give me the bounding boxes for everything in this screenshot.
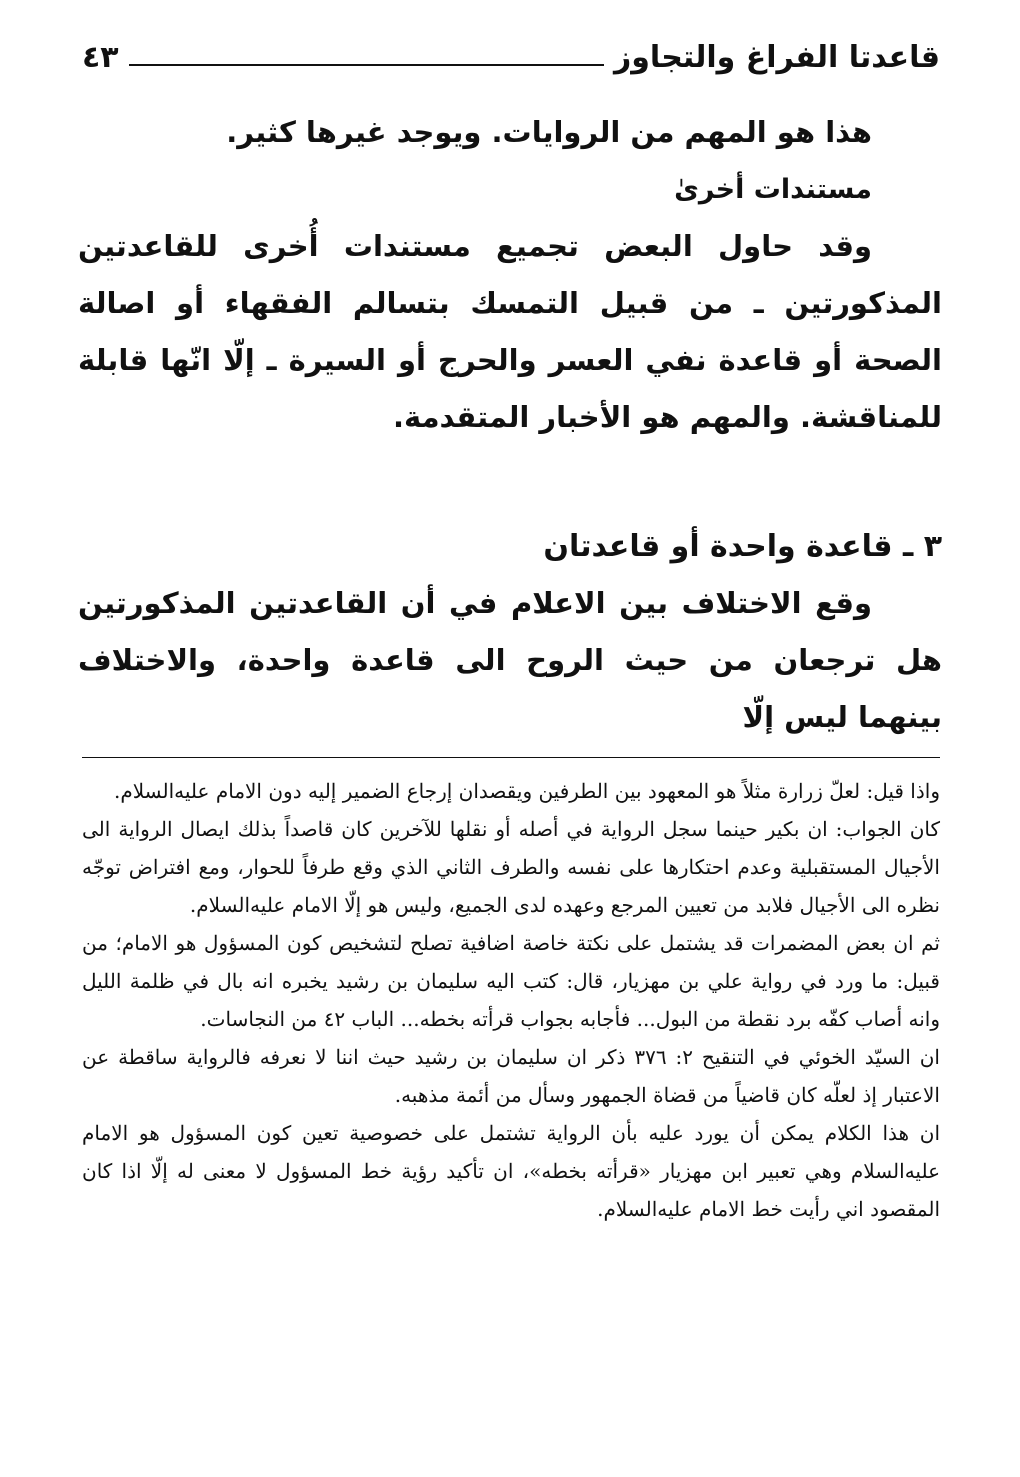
- header-rule: [129, 64, 604, 66]
- footnote-paragraph: ثم ان بعض المضمرات قد يشتمل على نكتة خاصة اضافية تصلح لتشخيص كون المسؤول هو الامام؛ من قبيل: ما ورد في رواية علي بن مهزيار، قال: كتب اليه سليمان بن رشيد يخبره انه بال في ظلمة الليل وانه أصاب كفّه برد نقطة من البول... فأجابه بجواب قرأته بخطه... الباب ٤٢ من النجاسات.: [82, 931, 940, 1031]
- footnotes: [82, 772, 940, 1228]
- footnote-paragraph: ان السيّد الخوئي في التنقيح ٢: ٣٧٦ ذكر ان سليمان بن رشيد حيث اننا لا نعرفه فالرواية ساقطة عن الاعتبار إذ لعلّه كان قاضياً من قضاة الجمهور وسأل من أئمة مذهبه.: [82, 1045, 940, 1107]
- paragraph-1: هذا هو المهم من الروايات. ويوجد غيرها كثير.: [226, 115, 872, 149]
- running-header: [82, 32, 940, 82]
- paragraph-2: وقد حاول البعض تجميع مستندات أُخرى للقاعدتين المذكورتين ـ من قبيل التمسك بتسالم الفقهاء أو اصالة الصحة أو قاعدة نفي العسر والحرج أو السيرة ـ إلّا انّها قابلة للمناقشة. والمهم هو الأخبار المتقدمة.: [78, 229, 942, 434]
- footnote-paragraph: ان هذا الكلام يمكن أن يورد عليه بأن الرواية تشتمل على خصوصية تعين كون المسؤول هو الامام عليه‌السلام وهي تعبير ابن مهزيار «قرأته بخطه»، ان تأكيد رؤية خط المسؤول لا معنى له إلّا اذا كان المقصود اني رأيت خط الامام عليه‌السلام.: [82, 1121, 940, 1221]
- paragraph-3: وقع الاختلاف بين الاعلام في أن القاعدتين المذكورتين هل ترجعان من حيث الروح الى قاعدة واحدة، والاختلاف بينهما ليس إلّا: [78, 586, 942, 734]
- section-heading: ٣ ـ قاعدة واحدة أو قاعدتان: [543, 529, 942, 564]
- subheading: مستندات أخرىٰ: [674, 174, 872, 205]
- footnote-paragraph: كان الجواب: ان بكير حينما سجل الرواية في أصله أو نقلها للآخرين كان قاصداً بذلك ايصال الرواية الى الأجيال المستقبلية وعدم احتكارها على نفسه والطرف الثاني الذي وقع طرفاً للحوار، ومع افتراض توجّه نظره الى الأجيال فلابد من تعيين المرجع وعهده لدى الجميع، وليس هو إلّا الامام عليه‌السلام.: [82, 817, 940, 917]
- footnote-separator: [82, 757, 940, 758]
- main-text: [78, 104, 942, 746]
- running-title: قاعدتا الفراغ والتجاوز: [614, 39, 940, 75]
- footnote-paragraph: واذا قيل: لعلّ زرارة مثلاً هو المعهود بين الطرفين ويقصدان إرجاع الضمير إليه دون الامام عليه‌السلام.: [114, 779, 940, 803]
- page-number: ٤٣: [82, 39, 119, 75]
